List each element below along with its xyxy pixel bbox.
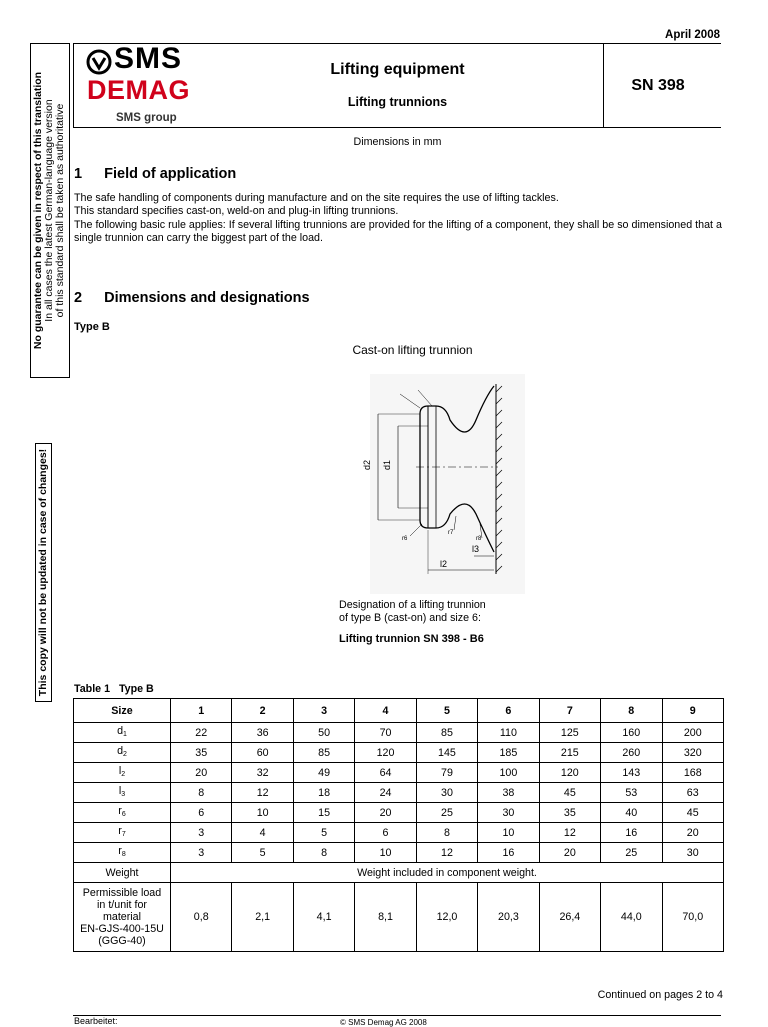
label-l3: l3: [472, 544, 480, 554]
section-1-title: Field of application: [104, 166, 237, 182]
designation-example: Lifting trunnion SN 398 - B6: [339, 633, 484, 645]
figure-caption: Cast-on lifting trunnion: [352, 343, 473, 357]
table-cell: 12: [416, 843, 477, 863]
table-cell: 20: [355, 803, 416, 823]
table-cell: 12: [539, 823, 600, 843]
label-d1: d1: [382, 459, 392, 470]
table-cell: 10: [478, 823, 539, 843]
load-label: [74, 883, 171, 952]
document-title: Lifting equipment: [330, 61, 465, 78]
load-cell: 70,0: [662, 883, 724, 952]
table-cell: 20: [171, 763, 232, 783]
copyright-text: © SMS Demag AG 2008: [340, 1018, 427, 1027]
table-cell: 63: [662, 783, 724, 803]
table-cell: 45: [662, 803, 724, 823]
table-cell: 260: [601, 743, 662, 763]
table-cell: 143: [601, 763, 662, 783]
load-label-line: (GGG-40): [98, 935, 146, 947]
table-cell: 85: [293, 743, 354, 763]
size-cell: 7: [539, 699, 600, 723]
footer-rule: [73, 1015, 721, 1016]
table-cell: 60: [232, 743, 293, 763]
update-notice: This copy will not be updated in case of changes!: [37, 448, 49, 697]
load-label-line: EN-GJS-400-15U: [80, 923, 164, 935]
table-cell: 16: [601, 823, 662, 843]
table-row: [74, 723, 724, 743]
label-r8: r8: [476, 536, 482, 542]
edited-by-label: Bearbeitet:: [74, 1016, 118, 1026]
table-cell: 10: [232, 803, 293, 823]
label-l2: l2: [440, 559, 448, 569]
label-r6: r6: [402, 536, 408, 542]
table-cell: 16: [478, 843, 539, 863]
weight-note: Weight included in component weight.: [171, 863, 724, 883]
table-cell: 30: [478, 803, 539, 823]
table-cell: 160: [601, 723, 662, 743]
logo-emblem-icon: [86, 49, 112, 75]
size-header: Size: [74, 699, 171, 723]
table-cell: 50: [293, 723, 354, 743]
size-cell: 3: [293, 699, 354, 723]
table-cell: 32: [232, 763, 293, 783]
size-cell: 9: [662, 699, 724, 723]
load-cell: 2,1: [232, 883, 293, 952]
table-cell: 6: [355, 823, 416, 843]
designation-line-2: of type B (cast-on) and size 6:: [339, 612, 481, 624]
continued-note: Continued on pages 2 to 4: [597, 989, 723, 1001]
disclaimer-line-3: of this standard shall be taken as authoritative: [54, 103, 67, 318]
section-1-heading: [74, 166, 236, 182]
table-cell: 200: [662, 723, 724, 743]
table-row: [74, 823, 724, 843]
load-cell: 26,4: [539, 883, 600, 952]
header-divider-left: [73, 43, 74, 128]
table-cell: 25: [416, 803, 477, 823]
section-1-paragraph: The following basic rule applies: If several lifting trunnions are provided for the lifting of a component, they shall be so dimensioned that a single trunnion can carry the biggest part of the load.: [74, 218, 722, 244]
issue-date: April 2008: [665, 29, 720, 41]
table-cell: 24: [355, 783, 416, 803]
label-d2: d2: [362, 459, 372, 470]
row-label: $r_7$: [74, 823, 171, 843]
table-row: [74, 763, 724, 783]
disclaimer-line-1: No guarantee can be given in respect of this translation: [32, 71, 45, 350]
size-cell: 6: [478, 699, 539, 723]
size-cell: 4: [355, 699, 416, 723]
units-note: Dimensions in mm: [353, 136, 442, 148]
load-cell: 8,1: [355, 883, 416, 952]
table-cell: 100: [478, 763, 539, 783]
section-1-paragraph: This standard specifies cast-on, weld-on and plug-in lifting trunnions.: [74, 205, 399, 218]
update-notice-box: [35, 443, 52, 702]
table-cell: 20: [662, 823, 724, 843]
trunnion-drawing: [362, 374, 525, 594]
load-row: [74, 883, 724, 952]
size-cell: 1: [171, 699, 232, 723]
table-cell: 20: [539, 843, 600, 863]
table-cell: 5: [232, 843, 293, 863]
load-label-line: in t/unit for: [97, 899, 147, 911]
logo-sms-text: SMS: [114, 42, 183, 75]
table-cell: 18: [293, 783, 354, 803]
table-cell: 22: [171, 723, 232, 743]
table-cell: 30: [662, 843, 724, 863]
row-label: $d_2$: [74, 743, 171, 763]
table-cell: 4: [232, 823, 293, 843]
table-cell: 185: [478, 743, 539, 763]
table-cell: 40: [601, 803, 662, 823]
table-cell: 6: [171, 803, 232, 823]
table-cell: 168: [662, 763, 724, 783]
designation-line-1: Designation of a lifting trunnion: [339, 599, 486, 611]
disclaimer-line-2: In all cases the latest German-language version: [43, 99, 56, 322]
company-logo: [86, 42, 206, 126]
table-cell: 8: [416, 823, 477, 843]
weight-label: Weight: [74, 863, 171, 883]
table-cell: 5: [293, 823, 354, 843]
table-cell: 125: [539, 723, 600, 743]
table-caption: Table 1 Type B: [74, 683, 154, 695]
size-cell: 2: [232, 699, 293, 723]
header-divider-right: [603, 43, 604, 128]
header-bottom-rule: [73, 127, 721, 128]
load-label-line: Permissible load: [82, 887, 162, 899]
table-cell: 320: [662, 743, 724, 763]
section-1-paragraph: The safe handling of components during manufacture and on the site requires the use of lifting tackles.: [74, 192, 559, 204]
table-cell: 70: [355, 723, 416, 743]
table-cell: 12: [232, 783, 293, 803]
row-label: $r_6$: [74, 803, 171, 823]
section-1-body: [74, 192, 722, 245]
table-cell: 145: [416, 743, 477, 763]
designation-text: [339, 599, 486, 625]
section-2-heading: [74, 290, 310, 306]
type-label: Type B: [74, 321, 110, 333]
section-2-number: 2: [74, 290, 83, 306]
table-row: [74, 843, 724, 863]
load-cell: 12,0: [416, 883, 477, 952]
table-cell: 25: [601, 843, 662, 863]
table-cell: 215: [539, 743, 600, 763]
table-cell: 35: [171, 743, 232, 763]
logo-group-text: SMS group: [116, 112, 177, 124]
table-cell: 3: [171, 843, 232, 863]
section-2-title: Dimensions and designations: [104, 290, 310, 306]
table-cell: 36: [232, 723, 293, 743]
table-cell: 8: [293, 843, 354, 863]
table-cell: 15: [293, 803, 354, 823]
table-cell: 8: [171, 783, 232, 803]
load-cell: 4,1: [293, 883, 354, 952]
translation-disclaimer-box: [30, 43, 70, 378]
standard-number: SN 398: [631, 77, 685, 94]
table-row: [74, 803, 724, 823]
table-row: [74, 743, 724, 763]
row-label: $r_8$: [74, 843, 171, 863]
table-cell: 85: [416, 723, 477, 743]
load-cell: 44,0: [601, 883, 662, 952]
table-cell: 3: [171, 823, 232, 843]
row-label: $d_1$: [74, 723, 171, 743]
table-cell: 110: [478, 723, 539, 743]
load-cell: 0,8: [171, 883, 232, 952]
table-cell: 45: [539, 783, 600, 803]
table-cell: 49: [293, 763, 354, 783]
table-cell: 120: [539, 763, 600, 783]
table-cell: 35: [539, 803, 600, 823]
size-cell: 5: [416, 699, 477, 723]
section-1-number: 1: [74, 166, 83, 182]
table-row: [74, 783, 724, 803]
table-cell: 79: [416, 763, 477, 783]
table-cell: 64: [355, 763, 416, 783]
table-cell: 120: [355, 743, 416, 763]
row-label: $l_2$: [74, 763, 171, 783]
size-cell: 8: [601, 699, 662, 723]
row-label: $l_3$: [74, 783, 171, 803]
weight-row: [74, 863, 724, 883]
table-cell: 53: [601, 783, 662, 803]
load-label-line: material: [102, 911, 141, 923]
table-cell: 30: [416, 783, 477, 803]
load-cell: 20,3: [478, 883, 539, 952]
table-cell: 10: [355, 843, 416, 863]
table-cell: 38: [478, 783, 539, 803]
document-subtitle: Lifting trunnions: [347, 95, 448, 109]
table-header-row: [74, 699, 724, 723]
logo-demag-text: DEMAG: [87, 75, 190, 105]
dimensions-table: [73, 698, 724, 952]
label-r7: r7: [448, 530, 454, 536]
